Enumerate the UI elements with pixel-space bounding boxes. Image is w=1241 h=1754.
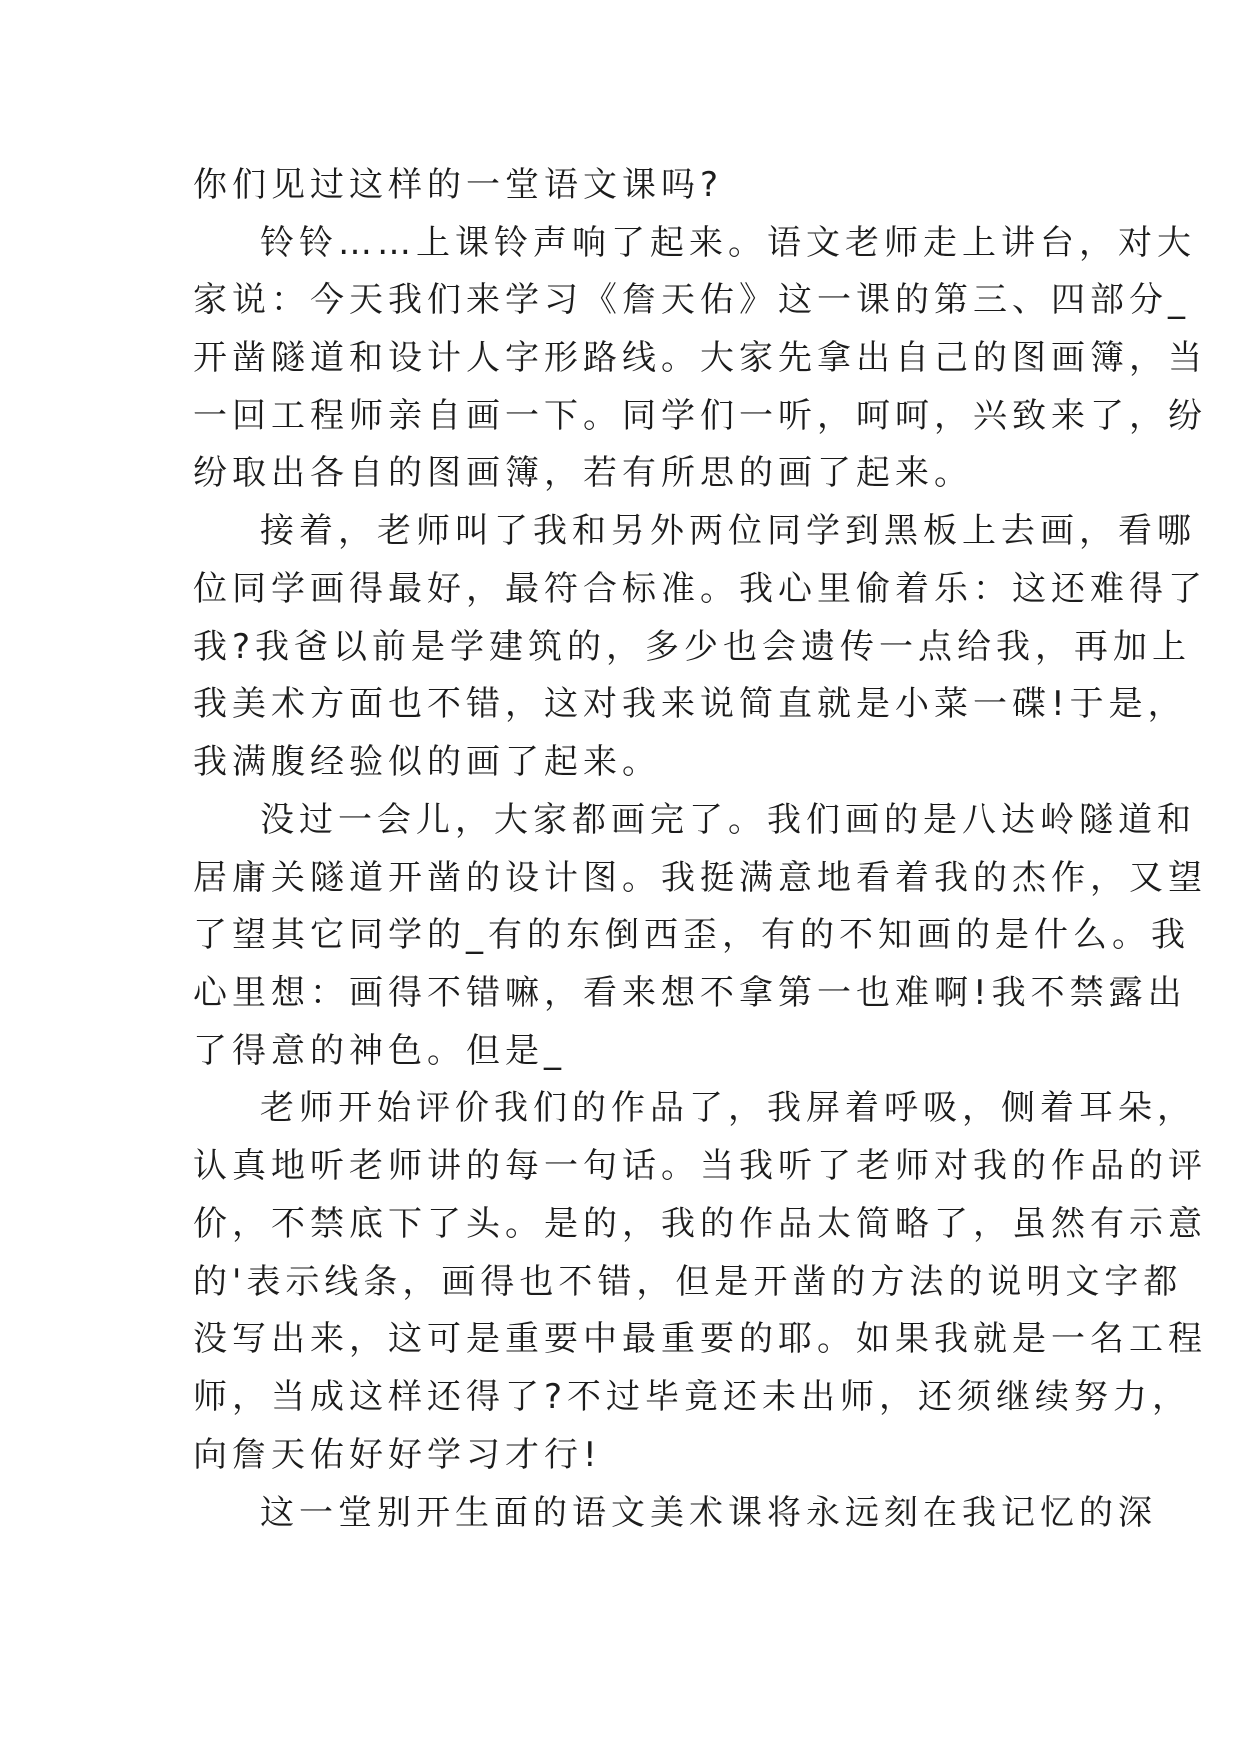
text-line: 纷取出各自的图画簿，若有所思的画了起来。 xyxy=(193,453,973,493)
text-line: 这一堂别开生面的语文美术课将永远刻在我记忆的深 xyxy=(260,1493,1157,1533)
text-line: 没过一会儿，大家都画完了。我们画的是八达岭隧道和 xyxy=(260,800,1196,840)
text-line: 接着，老师叫了我和另外两位同学到黑板上去画，看哪 xyxy=(260,511,1196,551)
text-line: 一回工程师亲自画一下。同学们一听，呵呵，兴致来了，纷 xyxy=(193,396,1207,436)
text-line: 向詹天佑好好学习才行! xyxy=(193,1435,602,1475)
text-line: 认真地听老师讲的每一句话。当我听了老师对我的作品的评 xyxy=(193,1146,1207,1186)
text-line: 的'表示线条，画得也不错，但是开凿的方法的说明文字都 xyxy=(193,1262,1183,1302)
text-line: 师，当成这样还得了?不过毕竟还未出师，还须继续努力， xyxy=(193,1377,1192,1417)
text-line: 老师开始评价我们的作品了，我屏着呼吸，侧着耳朵， xyxy=(260,1088,1196,1128)
text-line: 开凿隧道和设计人字形路线。大家先拿出自己的图画簿，当 xyxy=(193,338,1207,378)
text-line: 心里想：画得不错嘛，看来想不拿第一也难啊!我不禁露出 xyxy=(193,973,1187,1013)
text-line: 没写出来，这可是重要中最重要的耶。如果我就是一名工程 xyxy=(193,1319,1207,1359)
text-line: 铃铃……上课铃声响了起来。语文老师走上讲台，对大 xyxy=(260,223,1196,263)
text-line: 我满腹经验似的画了起来。 xyxy=(193,742,661,782)
text-line: 了得意的神色。但是_ xyxy=(193,1031,566,1071)
text-line: 位同学画得最好，最符合标准。我心里偷着乐：这还难得了 xyxy=(193,569,1207,609)
text-line: 你们见过这样的一堂语文课吗? xyxy=(193,165,724,205)
text-line: 我?我爸以前是学建筑的，多少也会遗传一点给我，再加上 xyxy=(193,627,1192,667)
text-line: 价，不禁底下了头。是的，我的作品太简略了，虽然有示意 xyxy=(193,1204,1207,1244)
text-line: 了望其它同学的_有的东倒西歪，有的不知画的是什么。我 xyxy=(193,915,1190,955)
text-line: 我美术方面也不错，这对我来说简直就是小菜一碟!于是， xyxy=(193,684,1187,724)
text-line: 家说：今天我们来学习《詹天佑》这一课的第三、四部分_ xyxy=(193,280,1190,320)
text-line: 居庸关隧道开凿的设计图。我挺满意地看着我的杰作，又望 xyxy=(193,858,1207,898)
